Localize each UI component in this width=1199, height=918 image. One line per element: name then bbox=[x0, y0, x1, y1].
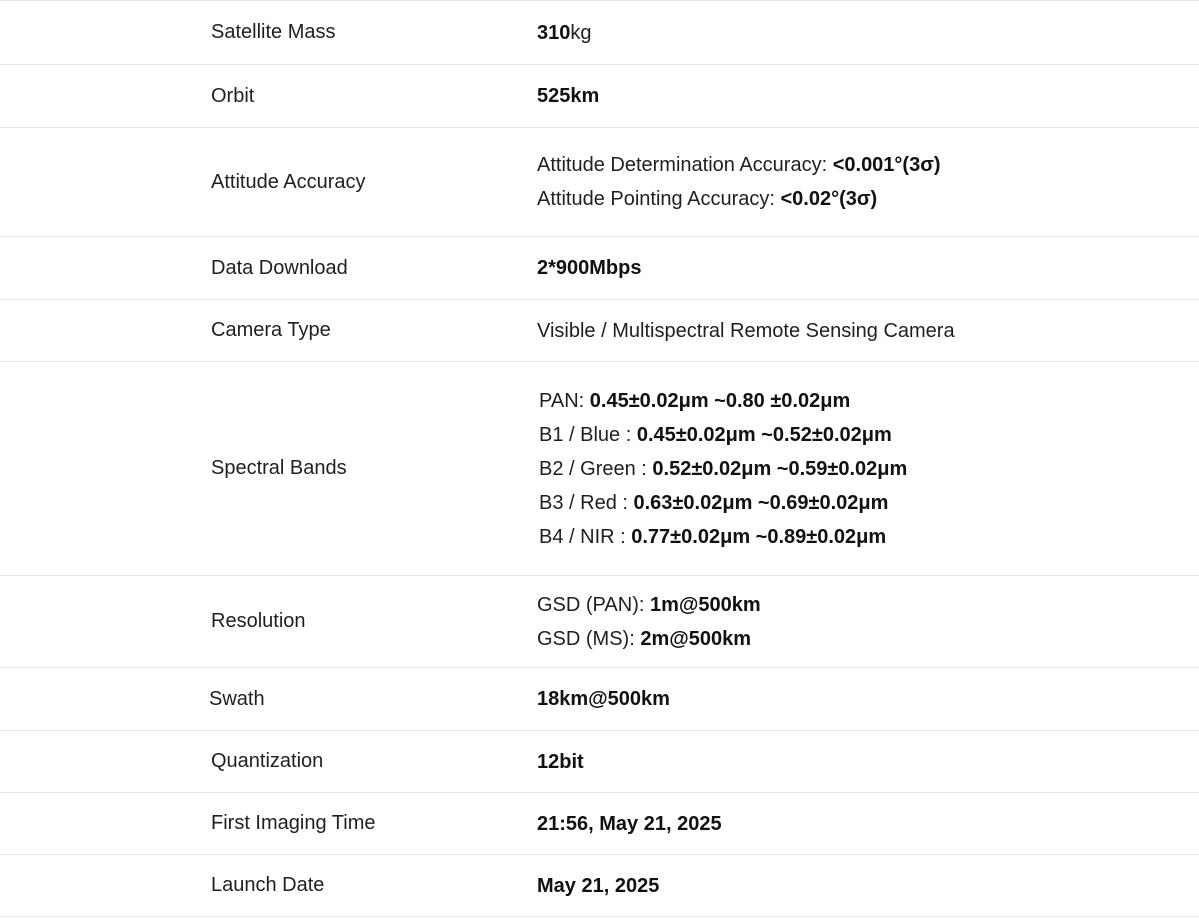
camera-type-value: Visible / Multispectral Remote Sensing Camera bbox=[537, 319, 955, 342]
spec-label: Swath bbox=[209, 687, 265, 710]
spec-row-satellite-mass bbox=[0, 0, 1199, 64]
band-range: 0.52±0.02μm ~0.59±0.02μm bbox=[652, 457, 908, 480]
band-range: 0.45±0.02μm ~0.80 ±0.02μm bbox=[589, 389, 851, 412]
band-line-pan bbox=[539, 384, 907, 418]
spec-label: Attitude Accuracy bbox=[211, 170, 366, 193]
spec-label: Launch Date bbox=[211, 874, 325, 896]
data-download-value: 2*900Mbps bbox=[537, 257, 642, 279]
spec-value bbox=[537, 731, 584, 792]
spec-row-spectral-bands bbox=[0, 361, 1199, 575]
spec-label: Camera Type bbox=[211, 319, 331, 341]
mass-unit: kg bbox=[570, 21, 592, 44]
band-name: PAN: bbox=[539, 389, 590, 412]
spec-value bbox=[537, 237, 642, 299]
spec-row-first-imaging-time bbox=[0, 792, 1199, 854]
spec-value-line bbox=[537, 16, 592, 50]
attitude-pointing-value: <0.02°(3σ) bbox=[780, 188, 878, 210]
spec-row-swath bbox=[0, 667, 1199, 730]
band-name: B2 / Green : bbox=[539, 457, 653, 480]
spec-value bbox=[537, 65, 599, 127]
spec-value bbox=[537, 576, 761, 667]
spec-value bbox=[539, 362, 907, 575]
band-range: 0.63±0.02μm ~0.69±0.02μm bbox=[633, 491, 889, 514]
attitude-determination-value: <0.001°(3σ) bbox=[832, 154, 941, 176]
band-range: 0.45±0.02μm ~0.52±0.02μm bbox=[636, 423, 892, 446]
spec-row-launch-date bbox=[0, 854, 1199, 917]
spec-label: Satellite Mass bbox=[211, 21, 336, 43]
band-range: 0.77±0.02μm ~0.89±0.02μm bbox=[631, 525, 887, 548]
band-line-b4 bbox=[539, 520, 907, 554]
spec-row-camera-type bbox=[0, 299, 1199, 361]
spec-row-attitude-accuracy bbox=[0, 127, 1199, 236]
resolution-ms-label: GSD (MS): bbox=[537, 627, 641, 650]
attitude-determination-line bbox=[537, 148, 941, 182]
spec-label: Resolution bbox=[211, 610, 306, 632]
swath-value: 18km@500km bbox=[537, 688, 670, 710]
quantization-value: 12bit bbox=[537, 750, 584, 773]
spec-label: First Imaging Time bbox=[211, 812, 376, 834]
resolution-pan-line bbox=[537, 588, 761, 622]
spec-label: Orbit bbox=[211, 84, 255, 107]
spec-value bbox=[537, 855, 659, 916]
band-name: B4 / NIR : bbox=[539, 525, 632, 548]
band-name: B3 / Red : bbox=[539, 491, 634, 514]
attitude-pointing-label: Attitude Pointing Accuracy: bbox=[537, 188, 781, 210]
spec-value bbox=[537, 668, 670, 730]
orbit-value: 525km bbox=[537, 85, 600, 107]
band-line-b3 bbox=[539, 486, 907, 520]
attitude-determination-label: Attitude Determination Accuracy: bbox=[537, 154, 833, 176]
band-line-b2 bbox=[539, 452, 907, 486]
spec-value bbox=[537, 128, 941, 236]
first-imaging-time-value: 21:56, May 21, 2025 bbox=[537, 812, 722, 835]
spec-row-quantization bbox=[0, 730, 1199, 792]
spec-label: Spectral Bands bbox=[211, 457, 347, 479]
resolution-pan-label: GSD (PAN): bbox=[537, 593, 650, 616]
spec-row-orbit bbox=[0, 64, 1199, 127]
spec-value bbox=[537, 300, 955, 361]
resolution-ms-value: 2m@500km bbox=[640, 627, 752, 650]
spec-row-data-download bbox=[0, 236, 1199, 299]
resolution-pan-value: 1m@500km bbox=[649, 593, 761, 616]
spec-label: Data Download bbox=[211, 256, 348, 279]
attitude-pointing-line bbox=[537, 182, 941, 216]
spec-value bbox=[537, 1, 592, 64]
band-line-b1 bbox=[539, 418, 907, 452]
mass-number: 310 bbox=[537, 21, 571, 44]
launch-date-value: May 21, 2025 bbox=[537, 874, 660, 897]
band-name: B1 / Blue : bbox=[539, 423, 637, 446]
spec-value bbox=[537, 793, 722, 854]
resolution-ms-line bbox=[537, 622, 761, 656]
spec-row-resolution bbox=[0, 575, 1199, 667]
spec-label: Quantization bbox=[211, 750, 324, 772]
